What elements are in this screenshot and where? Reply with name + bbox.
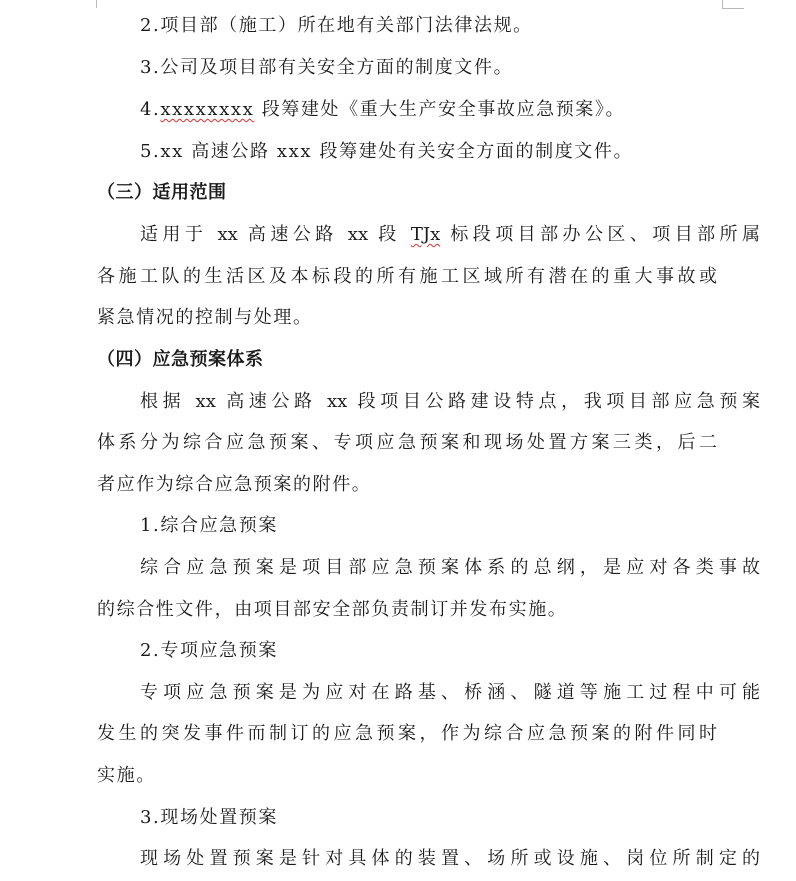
onsite-paragraph-line-1: 现场处置预案是针对具体的装置、场所或设施、岗位所制定的 [140,848,760,869]
scope-text-post: 标段项目部办公区、项目部所属 [440,224,760,245]
subsection-title-onsite: 3.现场处置预案 [140,807,278,828]
scope-paragraph-line-3: 紧急情况的控制与处理。 [97,307,313,328]
plan-system-paragraph-line-2: 体系分为综合应急预案、专项应急预案和现场处置方案三类，后二 [97,432,717,453]
comprehensive-paragraph-line-1: 综合应急预案是项目部应急预案体系的总纲，是应对各类事故 [140,557,760,578]
comprehensive-paragraph-line-2: 的综合性文件，由项目部安全部负责制订并发布实施。 [97,599,568,620]
section-heading-plan-system: （四）应急预案体系 [97,349,264,370]
list-item-4 [97,98,760,122]
list-item-4-prefix: 4. [140,99,161,120]
subsection-title-special: 2.专项应急预案 [140,640,278,661]
page-corner-mark-right-horizontal [722,8,744,9]
page-corner-mark-right-vertical [722,0,723,8]
subsection-title-comprehensive: 1.综合应急预案 [140,515,278,536]
section-heading-scope: （三）适用范围 [97,182,227,203]
spellcheck-flagged-code: xxxxxxxx [160,99,255,120]
scope-text-pre: 适用于 xx 高速公路 xx 段 [140,224,411,245]
scope-paragraph-line-2: 各施工队的生活区及本标段的所有施工区域所有潜在的重大事故或 [97,266,717,287]
spellcheck-flagged-code: TJx [410,224,441,245]
special-paragraph-line-3: 实施。 [97,765,156,786]
special-paragraph-line-1: 专项应急预案是为应对在路基、桥涵、隧道等施工过程中可能 [140,682,760,703]
scope-paragraph-line-1 [97,223,760,247]
list-item-4-text: 段筹建处《重大生产安全事故应急预案》。 [254,99,626,120]
page-corner-mark-left-vertical [96,0,97,8]
list-item-3: 3.公司及项目部有关安全方面的制度文件。 [140,57,514,78]
plan-system-paragraph-line-3: 者应作为综合应急预案的附件。 [97,474,372,495]
list-item-5: 5.xx 高速公路 xxx 段筹建处有关安全方面的制度文件。 [140,141,634,162]
list-item-2: 2.项目部（施工）所在地有关部门法律法规。 [140,15,533,36]
plan-system-paragraph-line-1: 根据 xx 高速公路 xx 段项目公路建设特点，我项目部应急预案 [140,391,760,412]
special-paragraph-line-2: 发生的突发事件而制订的应急预案，作为综合应急预案的附件同时 [97,723,717,744]
